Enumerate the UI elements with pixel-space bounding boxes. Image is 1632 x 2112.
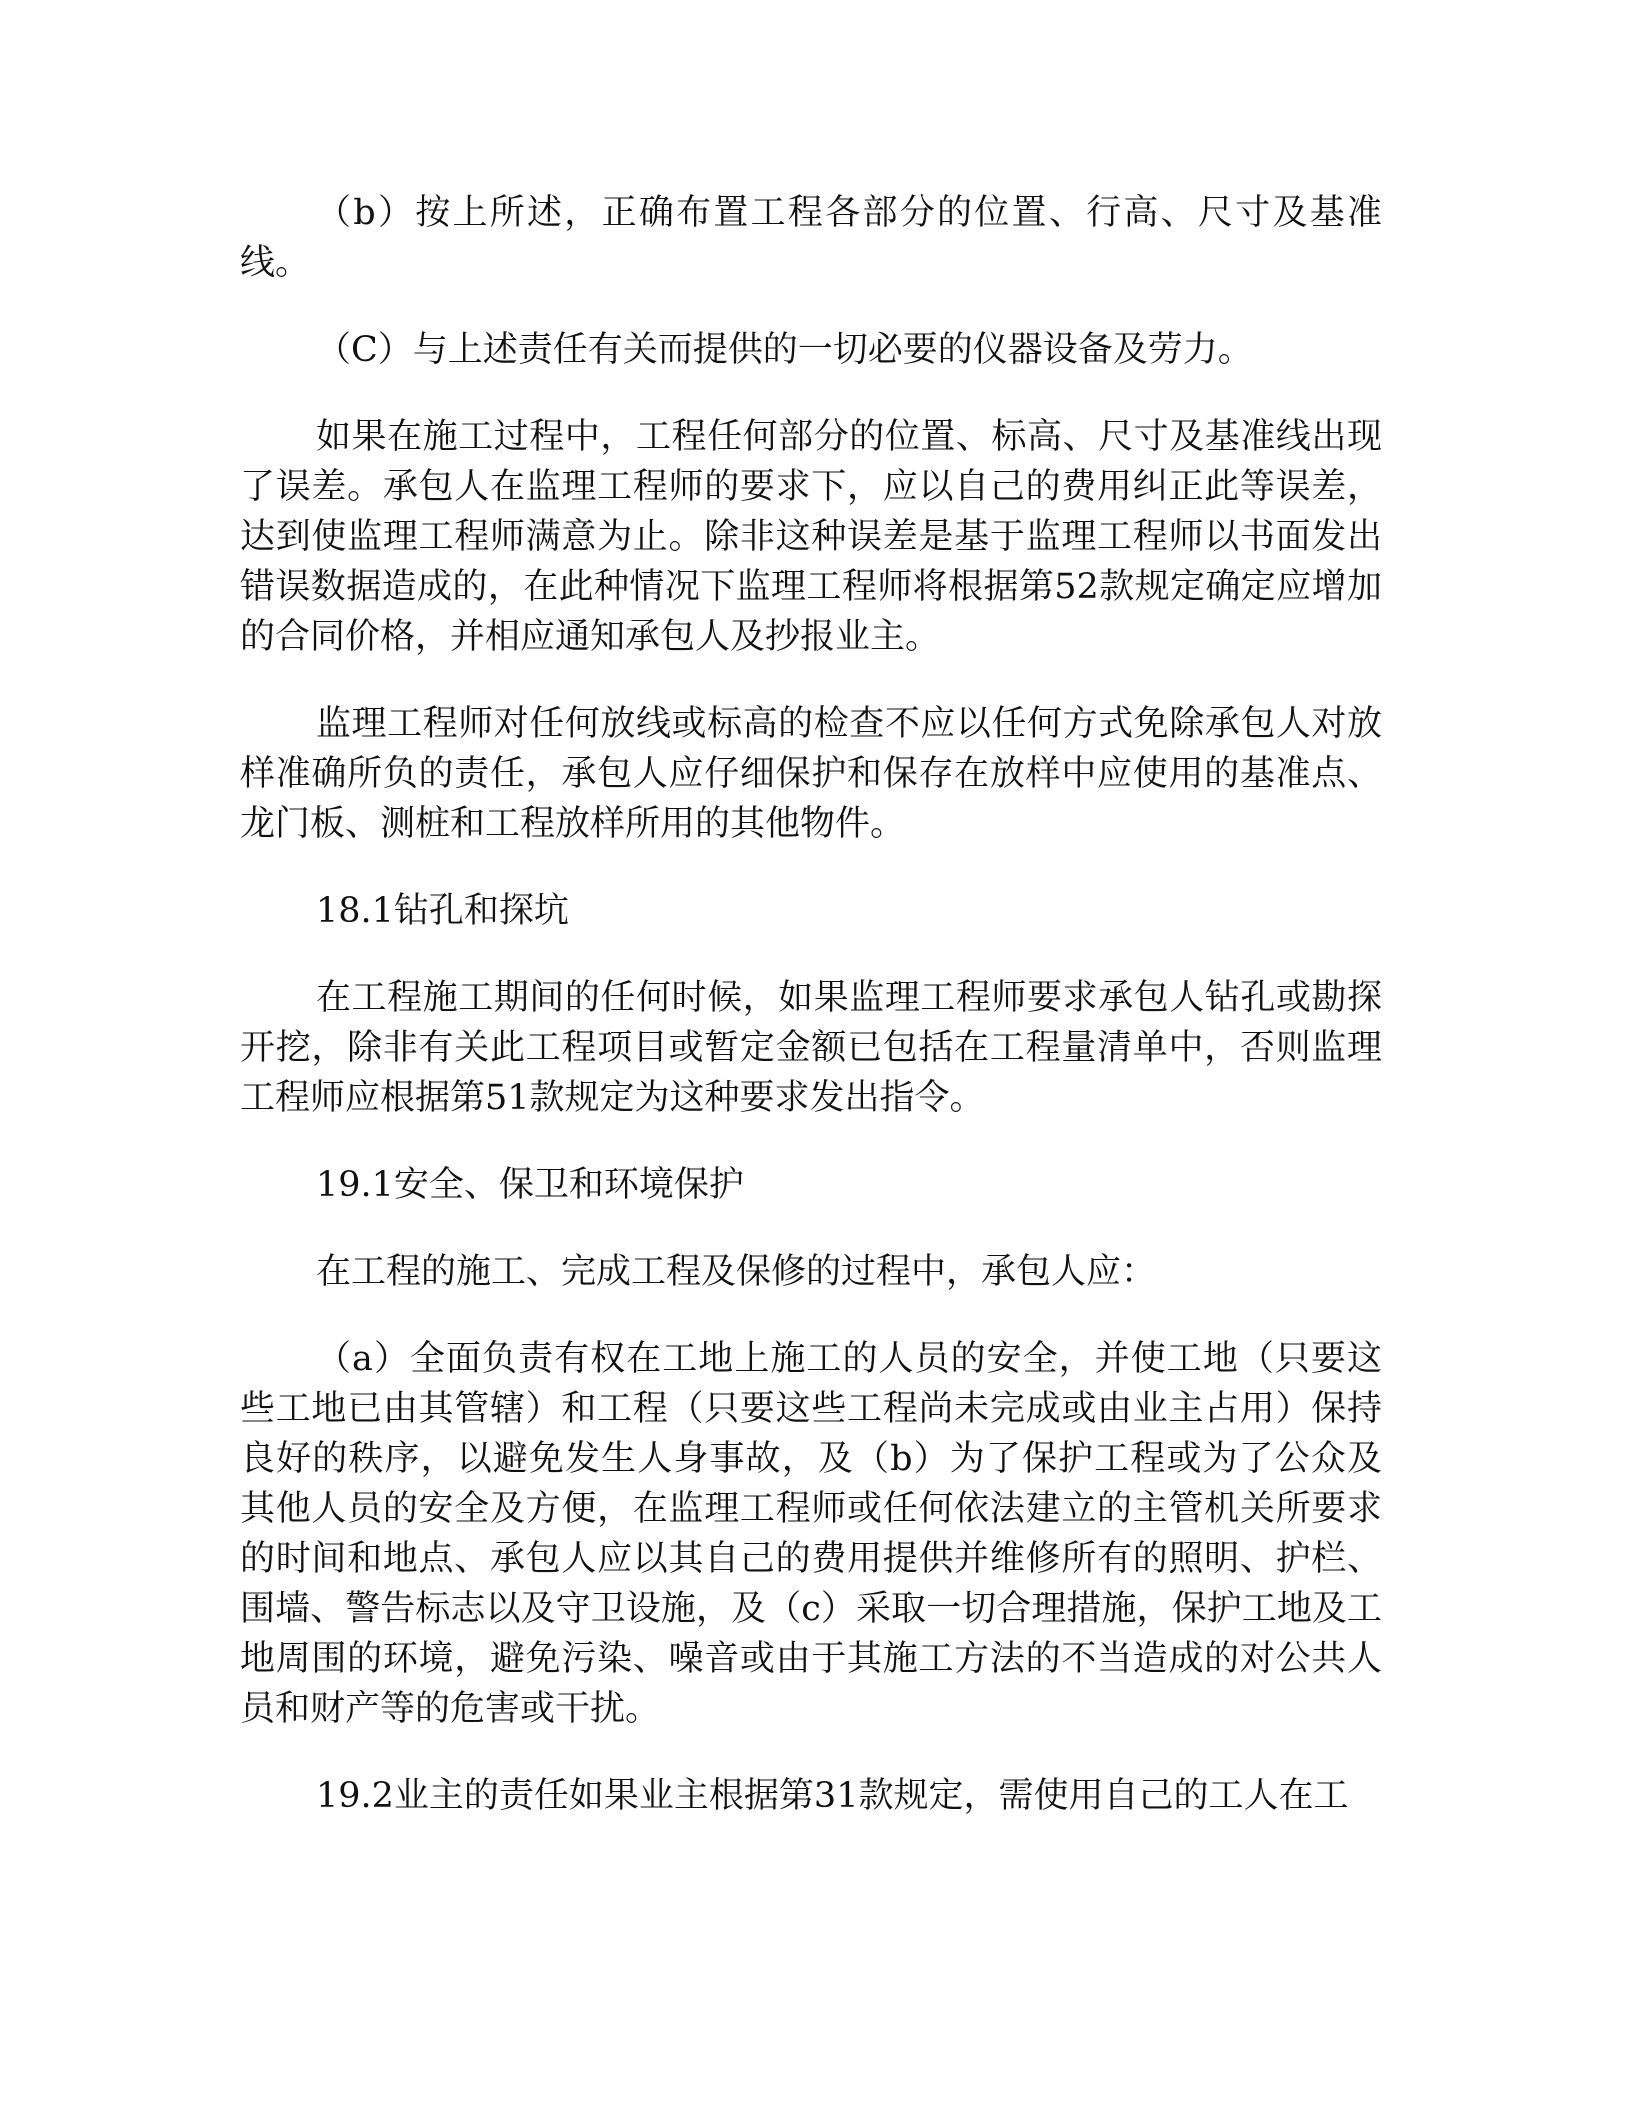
paragraph-drilling: 在工程施工期间的任何时候，如果监理工程师要求承包人钻孔或勘探开挖，除非有关此工程项目或暂定金额已包括在工程量清单中，否则监理工程师应根据第51款规定为这种要求发出指令。 — [240, 978, 1382, 1118]
paragraph-c-equipment: （C）与上述责任有关而提供的一切必要的仪器设备及劳力。 — [316, 330, 1253, 370]
paragraph-error-correction: 如果在施工过程中，工程任何部分的位置、标高、尺寸及基准线出现了误差。承包人在监理工程师的要求下，应以自己的费用纠正此等误差，达到使监理工程师满意为止。除非这种误差是基于监理工程师以书面发出错误数据造成的，在此种情况下监理工程师将根据第52款规定确定应增加的合同价格，并相应通知承包人及抄报业主。 — [240, 417, 1382, 657]
paragraph-safety-duties: （a）全面负责有权在工地上施工的人员的安全，并使工地（只要这些工地已由其管辖）和工程（只要这些工程尚未完成或由业主占用）保持良好的秩序，以避免发生人身事故，及（b）为了保护工程或为了公众及其他人员的安全及方便，在监理工程师或任何依法建立的主管机关所要求的时间和地点、承包人应以其自己的费用提供并维修所有的照明、护栏、围墙、警告标志以及守卫设施，及（c）采取一切合理措施，保护工地及工地周围的环境，避免污染、噪音或由于其施工方法的不当造成的对公共人员和财产等的危害或干扰。 — [240, 1339, 1382, 1729]
paragraph-owner-responsibility: 19.2业主的责任如果业主根据第31款规定，需使用自己的工人在工 — [316, 1776, 1349, 1816]
section-heading-19-1: 19.1安全、保卫和环境保护 — [316, 1165, 744, 1205]
paragraph-b-layout: （b）按上所述，正确布置工程各部分的位置、行高、尺寸及基准线。 — [240, 193, 1382, 283]
document-body — [240, 188, 1382, 1858]
paragraph-contractor-duties-intro: 在工程的施工、完成工程及保修的过程中，承包人应： — [316, 1252, 1157, 1292]
paragraph-inspection-responsibility: 监理工程师对任何放线或标高的检查不应以任何方式免除承包人对放样准确所负的责任，承包人应仔细保护和保存在放样中应使用的基准点、龙门板、测桩和工程放样所用的其他物件。 — [240, 704, 1382, 844]
section-heading-18-1: 18.1钻孔和探坑 — [316, 891, 569, 931]
